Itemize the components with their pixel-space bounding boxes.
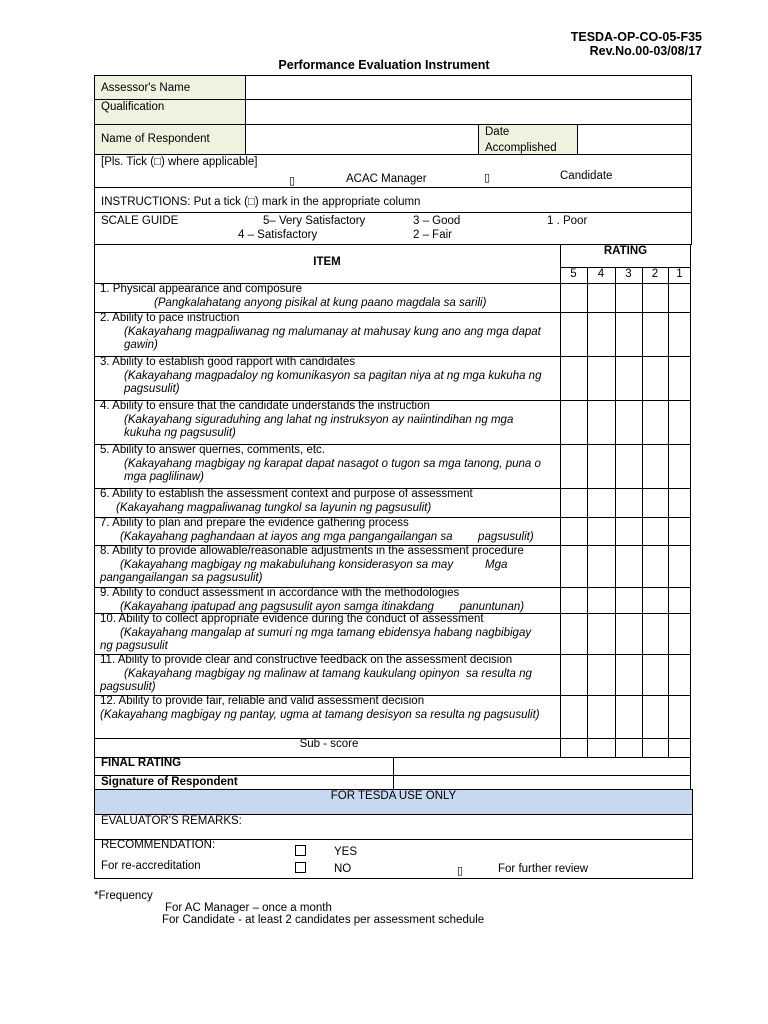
frequency-note: *Frequency	[94, 890, 153, 902]
further-review-label: For further review	[498, 863, 589, 875]
rating-cell-item11-2[interactable]	[643, 655, 668, 695]
candidate-frequency: For Candidate - at least 2 candidates per assessment schedule	[162, 914, 485, 926]
subscore-cell-4[interactable]	[588, 739, 615, 757]
manager-option-label: ACAC Manager	[346, 173, 427, 185]
item-label: 8. Ability to provide allowable/reasonable adjustments in the assessment procedure	[100, 545, 524, 557]
table-row	[100, 545, 558, 586]
rating-cell-item6-4[interactable]	[588, 489, 615, 517]
assessor-name-field[interactable]	[246, 76, 691, 99]
rating-cell-item4-2[interactable]	[643, 401, 668, 444]
item-label: 3. Ability to establish good rapport with candidates	[100, 356, 356, 368]
rating-cell-item7-4[interactable]	[588, 518, 615, 545]
rating-cell-item3-5[interactable]	[561, 357, 587, 400]
revision-number: Rev.No.00-03/08/17	[589, 44, 702, 58]
item-label: 2. Ability to pace instruction	[100, 312, 240, 324]
scale-guide-label: SCALE GUIDE	[101, 215, 179, 227]
rating-cell-item11-3[interactable]	[616, 655, 642, 695]
page-title: Performance Evaluation Instrument	[278, 58, 490, 72]
scale-guide-row	[94, 212, 692, 245]
table-row	[100, 613, 558, 654]
signature-label: Signature of Respondent	[101, 776, 238, 788]
rating-cell-item10-1[interactable]	[669, 614, 691, 654]
rating-cell-item10-2[interactable]	[643, 614, 668, 654]
item-translation: (Kakayahang magbigay ng pantay, ugma at tamang desisyon sa resulta ng pagsusulit)	[100, 708, 540, 721]
respondent-name-label: Name of Respondent	[101, 133, 210, 145]
rating-cell-item4-3[interactable]	[616, 401, 642, 444]
rating-cell-item5-2[interactable]	[643, 445, 668, 488]
item-header: ITEM	[313, 256, 341, 268]
tesda-use-label: FOR TESDA USE ONLY	[330, 790, 457, 802]
rating-cell-item4-1[interactable]	[669, 401, 691, 444]
scale-4: 4 – Satisfactory	[238, 229, 318, 241]
rating-cell-item3-1[interactable]	[669, 357, 691, 400]
yes-checkbox[interactable]	[295, 845, 306, 859]
table-row	[100, 312, 558, 353]
rating-cell-item2-2[interactable]	[643, 313, 668, 356]
rating-cell-item12-2[interactable]	[643, 696, 668, 738]
rating-cell-item6-1[interactable]	[669, 489, 691, 517]
rating-header: RATING	[603, 245, 648, 257]
rating-cell-item11-1[interactable]	[669, 655, 691, 695]
no-checkbox[interactable]	[295, 862, 306, 876]
scale-3: 3 – Good	[413, 215, 461, 227]
scale-1: 1 . Poor	[547, 215, 588, 227]
rating-cell-item9-1[interactable]	[669, 588, 691, 613]
scale-5: 5– Very Satisfactory	[263, 215, 366, 227]
rating-cell-item8-5[interactable]	[561, 546, 587, 587]
item-translation-cont: pagsusulit)	[100, 681, 156, 693]
rating-cell-item11-5[interactable]	[561, 655, 587, 695]
item-translation-cont: pagsusulit)	[124, 383, 180, 395]
candidate-option-label: Candidate	[560, 170, 613, 182]
no-label: NO	[334, 863, 352, 875]
manager-checkbox[interactable]: ▯	[289, 175, 296, 187]
rating-cell-item1-1[interactable]	[669, 284, 691, 312]
item-translation-cont: ng pagsusulit	[100, 640, 168, 652]
item-label: 12. Ability to provide fair, reliable and valid assessment decision	[100, 695, 425, 707]
table-row	[100, 517, 558, 544]
sub-score-label: Sub - score	[299, 738, 359, 750]
item-label: 4. Ability to ensure that the candidate understands the instruction	[100, 400, 430, 412]
rating-cell-item4-4[interactable]	[588, 401, 615, 444]
item-translation: (Kakayahang magpadaloy ng komunikasyon sa pagitan niya at ng mga kukuha ng	[124, 369, 542, 382]
table-row	[100, 654, 558, 695]
item-label: 7. Ability to plan and prepare the evidence gathering process	[100, 517, 409, 529]
rating-col-3: 3	[625, 268, 632, 280]
item-translation-cont: kukuha ng pagsusulit)	[124, 427, 236, 439]
rating-cell-item5-1[interactable]	[669, 445, 691, 488]
rating-col-5: 5	[570, 268, 577, 280]
rating-cell-item10-5[interactable]	[561, 614, 587, 654]
rating-cell-item2-5[interactable]	[561, 313, 587, 356]
item-translation: (Pangkalahatang anyong pisikal at kung paano magdala sa sarili)	[154, 296, 487, 309]
candidate-checkbox[interactable]: ▯	[484, 172, 491, 184]
rating-cell-item8-2[interactable]	[643, 546, 668, 587]
rating-cell-item9-2[interactable]	[643, 588, 668, 613]
item-translation: (Kakayahang ipatupad ang pagsusulit ayon samga itinakdang panuntunan)	[120, 600, 525, 613]
rating-cell-item7-2[interactable]	[643, 518, 668, 545]
assessor-name-label: Assessor's Name	[101, 82, 191, 94]
item-translation: (Kakayahang magbigay ng malinaw at tamang kaukulang opinyon sa resulta ng	[124, 667, 532, 680]
rating-cell-item10-3[interactable]	[616, 614, 642, 654]
table-row	[100, 283, 558, 310]
rating-cell-item1-2[interactable]	[643, 284, 668, 312]
rating-cell-item1-4[interactable]	[588, 284, 615, 312]
rating-cell-item8-1[interactable]	[669, 546, 691, 587]
item-translation: (Kakayahang magbigay ng makabuluhang konsiderasyon sa may Mga	[120, 558, 508, 571]
item-translation: (Kakayahang mangalap at sumuri ng mga tamang ebidensya habang nagbibigay	[120, 626, 532, 639]
rating-cell-item6-5[interactable]	[561, 489, 587, 517]
rating-cell-item7-3[interactable]	[616, 518, 642, 545]
qualification-field[interactable]	[246, 100, 691, 124]
evaluator-remarks-label: EVALUATOR'S REMARKS:	[101, 815, 242, 827]
item-label: 9. Ability to conduct assessment in accordance with the methodologies	[100, 587, 460, 599]
rating-cell-item9-3[interactable]	[616, 588, 642, 613]
form-code	[571, 30, 702, 58]
final-rating-field[interactable]	[394, 758, 690, 774]
item-label: 1. Physical appearance and composure	[100, 283, 303, 295]
rating-cell-item5-5[interactable]	[561, 445, 587, 488]
rating-cell-item3-4[interactable]	[588, 357, 615, 400]
rating-cell-item1-5[interactable]	[561, 284, 587, 312]
item-translation: (Kakayahang magpaliwanag tungkol sa layunin ng pagsusulit)	[116, 501, 432, 514]
date-label: Date Accomplished	[485, 126, 557, 154]
item-translation: (Kakayahang paghandaan at iayos ang mga pangangailangan sa pagsusulit)	[120, 530, 534, 543]
item-label: 11. Ability to provide clear and constructive feedback on the assessment decision	[100, 654, 513, 666]
further-review-checkbox[interactable]: ▯	[457, 865, 464, 877]
rating-col-4: 4	[597, 268, 605, 280]
rating-col-1: 1	[676, 268, 683, 280]
item-translation-cont: gawin)	[124, 339, 158, 351]
item-translation: (Kakayahang magbigay ng karapat dapat nasagot o tugon sa mga tanong, puna o	[124, 457, 541, 470]
rating-cell-item11-4[interactable]	[588, 655, 615, 695]
date-field[interactable]	[578, 125, 691, 154]
rating-cell-item2-3[interactable]	[616, 313, 642, 356]
rating-cell-item12-1[interactable]	[669, 696, 691, 738]
rating-cell-item3-2[interactable]	[643, 357, 668, 400]
qualification-label: Qualification	[101, 101, 165, 113]
rating-cell-item5-3[interactable]	[616, 445, 642, 488]
rating-col-2: 2	[651, 268, 659, 280]
rating-cell-item5-4[interactable]	[588, 445, 615, 488]
item-label: 5. Ability to answer querries, comments, etc.	[100, 444, 325, 456]
rating-cell-item9-4[interactable]	[588, 588, 615, 613]
rating-cell-item3-3[interactable]	[616, 357, 642, 400]
item-label: 10. Ability to collect appropriate evidence during the conduct of assessment	[100, 613, 484, 625]
table-row	[100, 356, 558, 397]
rating-cell-item12-3[interactable]	[616, 696, 642, 738]
rating-cell-item6-2[interactable]	[643, 489, 668, 517]
table-row	[100, 488, 558, 515]
reaccreditation-label: For re-accreditation	[101, 860, 201, 872]
signature-field[interactable]	[394, 776, 690, 789]
rating-cell-item8-4[interactable]	[588, 546, 615, 587]
table-row	[100, 695, 558, 722]
subscore-cell-1[interactable]	[669, 739, 691, 757]
rating-cell-item2-4[interactable]	[588, 313, 615, 356]
table-row	[100, 400, 558, 441]
item-translation-cont: pangangailangan sa pagsusulit)	[100, 572, 263, 584]
subscore-cell-2[interactable]	[643, 739, 668, 757]
form-code-number: TESDA-OP-CO-05-F35	[570, 30, 702, 44]
subscore-cell-3[interactable]	[616, 739, 642, 757]
rating-cell-item2-1[interactable]	[669, 313, 691, 356]
rating-cell-item7-1[interactable]	[669, 518, 691, 545]
rating-cell-item9-5[interactable]	[561, 588, 587, 613]
rating-cell-item4-5[interactable]	[561, 401, 587, 444]
item-translation: (Kakayahang magpaliwanag ng malumanay at mahusay kung ano ang mga dapat	[124, 325, 541, 338]
rating-cell-item1-3[interactable]	[616, 284, 642, 312]
item-translation: (Kakayahang siguraduhing ang lahat ng instruksyon ay naiintindihan ng mga	[124, 413, 514, 426]
rating-cell-item12-5[interactable]	[561, 696, 587, 738]
rating-cell-item10-4[interactable]	[588, 614, 615, 654]
evaluator-remarks-field[interactable]	[260, 815, 690, 839]
rating-cell-item8-3[interactable]	[616, 546, 642, 587]
final-rating-label: FINAL RATING	[101, 757, 182, 769]
item-translation-cont: mga paglilinaw)	[124, 471, 204, 483]
yes-label: YES	[334, 846, 358, 858]
tick-instruction: [Pls. Tick (□) where applicable]	[101, 156, 258, 168]
rating-cell-item6-3[interactable]	[616, 489, 642, 517]
subscore-cell-5[interactable]	[561, 739, 587, 757]
scale-2: 2 – Fair	[413, 229, 452, 241]
table-row	[100, 587, 558, 614]
recommendation-label: RECOMMENDATION:	[101, 839, 216, 851]
instructions-text: INSTRUCTIONS: Put a tick (□) mark in the appropriate column	[101, 196, 421, 208]
rating-cell-item7-5[interactable]	[561, 518, 587, 545]
rating-cell-item12-4[interactable]	[588, 696, 615, 738]
item-label: 6. Ability to establish the assessment context and purpose of assessment	[100, 488, 473, 500]
manager-frequency: For AC Manager – once a month	[165, 902, 332, 914]
respondent-name-field[interactable]	[246, 125, 478, 154]
table-row	[100, 444, 558, 485]
